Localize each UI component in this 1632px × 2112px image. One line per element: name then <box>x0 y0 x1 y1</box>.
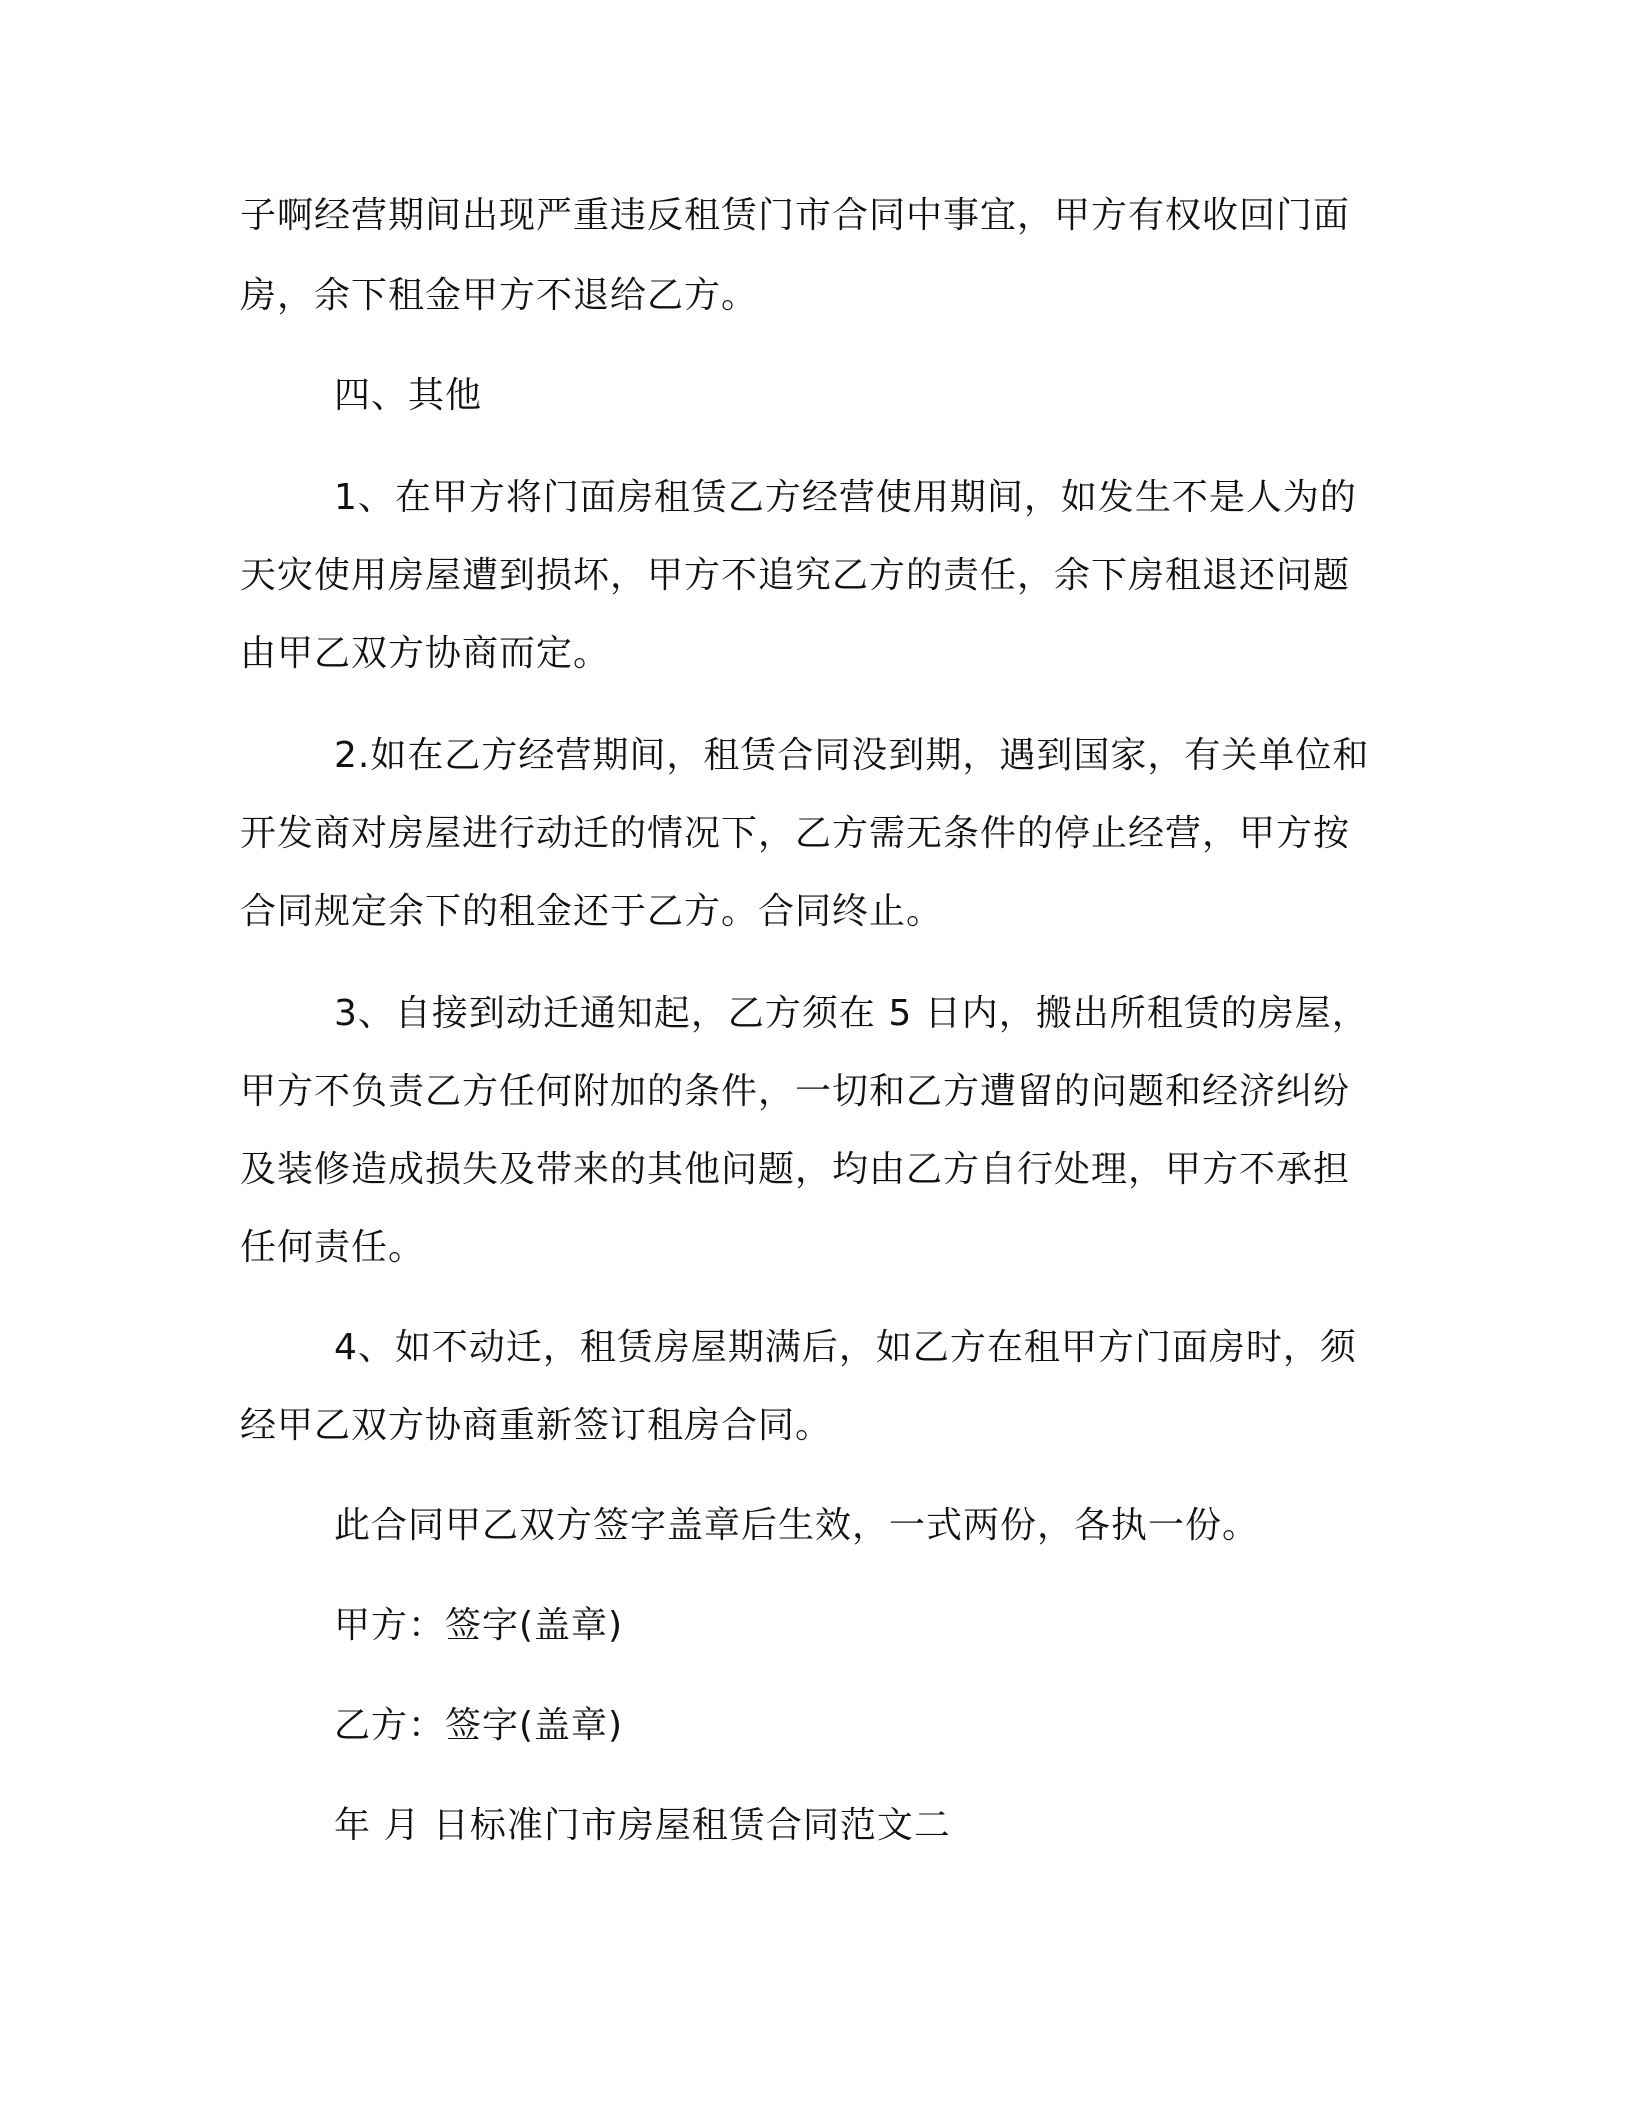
clause-1-line-1: 1、在甲方将门面房租赁乙方经营使用期间，如发生不是人为的 <box>334 477 1357 518</box>
date-and-next-title: 年 月 日标准门市房屋租赁合同范文二 <box>334 1805 951 1846</box>
clause-1-line-2: 天灾使用房屋遭到损坏，甲方不追究乙方的责任，余下房租退还问题 <box>240 555 1351 596</box>
intro-line-1: 子啊经营期间出现严重违反租赁门市合同中事宜，甲方有权收回门面 <box>240 195 1351 236</box>
effect-statement: 此合同甲乙双方签字盖章后生效，一式两份，各执一份。 <box>334 1505 1260 1546</box>
clause-3-line-3: 及装修造成损失及带来的其他问题，均由乙方自行处理，甲方不承担 <box>240 1149 1351 1190</box>
intro-line-2: 房，余下租金甲方不退给乙方。 <box>240 275 759 316</box>
clause-2-line-3: 合同规定余下的租金还于乙方。合同终止。 <box>240 891 944 932</box>
clause-4-line-2: 经甲乙双方协商重新签订租房合同。 <box>240 1405 833 1446</box>
clause-2-line-1: 2.如在乙方经营期间，租赁合同没到期，遇到国家，有关单位和 <box>334 735 1370 776</box>
clause-3-line-1: 3、自接到动迁通知起，乙方须在 5 日内，搬出所租赁的房屋， <box>334 993 1369 1034</box>
clause-1-line-3: 由甲乙双方协商而定。 <box>240 633 611 674</box>
clause-3-line-4: 任何责任。 <box>240 1227 426 1268</box>
clause-4-line-1: 4、如不动迁，租赁房屋期满后，如乙方在租甲方门面房时，须 <box>334 1327 1357 1368</box>
clause-2-line-2: 开发商对房屋进行动迁的情况下，乙方需无条件的停止经营，甲方按 <box>240 813 1351 854</box>
party-b-signature: 乙方：签字(盖章) <box>334 1705 624 1746</box>
clause-3-line-2: 甲方不负责乙方任何附加的条件，一切和乙方遭留的问题和经济纠纷 <box>240 1071 1351 1112</box>
party-a-signature: 甲方：签字(盖章) <box>334 1605 624 1646</box>
section-heading: 四、其他 <box>334 375 483 416</box>
